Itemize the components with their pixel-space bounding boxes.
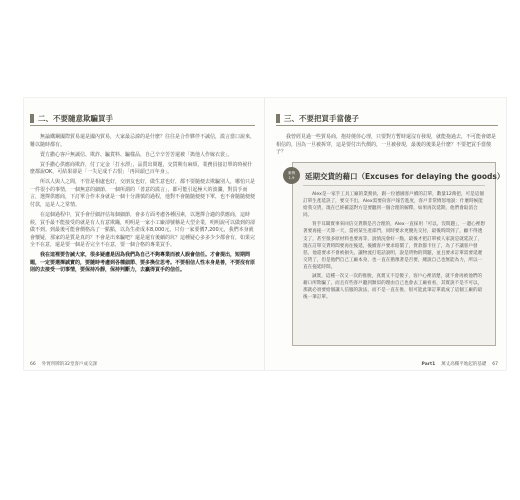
case-body [303, 191, 485, 303]
running-title: 外貿所牌的32堂客戶成交課 [41, 362, 97, 367]
section-marker [30, 114, 34, 123]
page-number: 67 [492, 361, 498, 367]
paragraph: 誠實，這種一次又一次的推脫，真實又不是傻子，客戶心裡清楚，就不會再被他們的藉口所欺騙了，而且有些客戶聽到類似的理由自己也會去工廠看看，其實說不是不可以，那就必須要給個讓人信服的說法，而不是一直在推，很可能此筆訂單就成了這個工廠的最後一筆訂單。 [303, 274, 483, 301]
section-header [30, 112, 255, 126]
intro-text [276, 134, 498, 159]
page-number: 66 [30, 361, 36, 367]
left-folio [30, 361, 97, 367]
section-header [276, 112, 498, 126]
case-title: 延期交貨的藉口（Excuses for delaying the goods） [305, 172, 505, 181]
section-marker [276, 114, 280, 123]
paragraph-bold [30, 252, 255, 275]
case-badge-label: 案例 [287, 170, 296, 175]
paragraph: Alex是一家手工具工廠的業務員，跟一位德國客戶續的訂單，數量12萬把，可是這個訂單生產延誤了，要交不出，Alex需要向客戶報告進度，客戶非常憤怒地說：什麼時候能給我交貨，現在已經確認對方是要聽到一個合理的解釋，如果再次延期，他們會取消合同。 [303, 192, 484, 219]
right-page [276, 98, 505, 370]
left-page [30, 98, 255, 370]
paragraph: 賣方撒心客戶無誠信、欺詐、騙貨料、騙樣品，自己辛辛苦苦還被「搗他人作嫁衣裳」。 [40, 151, 233, 158]
part-label: Part1 [421, 361, 436, 367]
paragraph: 在這個過程中，買手會仔細評估每個細節，會多方面考慮各種因素，以選擇合適的供應商，這時候，買手最不能接受的就是有人有意欺瞞，明明是一家小工廠卻號稱是大型企業，明明說可以做到的卻做不到。到最後可能會價格高了一點點，以為生產成本8,000元，只有一家要價7,200元，我們本身就會懷疑，那家的是質是真的？不會是出來騙吧？還是還有後續的坑？這種疑心多多少少都會有，如果完全不在意，還是要一個是否完全不在意，要一個合格的專業買手。 [30, 211, 256, 249]
paragraph: 買手耳聞實事來回信交貨期是否合理的，Alex一直採用「可以，沒問題」，一邊心裡想著要再拖一天算一天，當初某生產部門，同時要求更優先交付，最後時間到了，顧不得透支了，甚至很多原材料也要再等，說情況會好一點，最後才把訂單被人家說是就延誤了，現在訂單交貨時間要再往後延，後續客戶要求賠償了，貨款都卡住了，為了不讓客戶發怒，他還要求不會被損失，讓物流打電話說明，說是貨物的問題，並且要求訂單需要延遲交貨了，但是他們自己工廠本身，也一直在猶豫著是否要，總說自己也無能為力，所以一直在拖延時間。 [303, 222, 485, 270]
section-title: 二、不要隨意欺騙買手 [38, 114, 113, 123]
case-badge [283, 167, 300, 184]
paragraph: 無論鐵鋼國際貿易還是國內貿易，大家最忌諱的是什麼？往往是合作夥伴不誠信，謊言當口說來，難以隨時都有。 [30, 134, 256, 148]
paragraph: 所以人與人之間，不管是相處也好，交朋友也好，做生意也好，都不要隨便去欺騙別人，哪怕只是一件很小的事情，一個無意的細節，一個所謂的「善意的謊言」，都可能引起極大的波瀾，對買手而言，選擇供應商，下訂單合作本身就是一個十分謹慎的過程，他對不會隨隨便便下單，也不會隨隨便便付款，這是人之常情。 [30, 179, 256, 208]
running-title: 萬丈高樓平地起的基礎 [441, 362, 487, 367]
case-divider [303, 185, 485, 186]
paragraph: 我曾經見過一些貿易商，抱持僥倖心理，只要對方暫時還沒有發現，就能拖過去，不可能會總是相信的，因為一旦被拆穿，這是要付出代價的，一旦被發現，最後的後果是什麼？不要把買手當傻子？ [276, 134, 497, 156]
right-folio [422, 361, 498, 367]
section-title: 三、不要把買手當傻子 [284, 114, 359, 123]
case-box [287, 162, 505, 346]
case-badge-number: 1-9 [288, 175, 295, 180]
page-gutter [264, 98, 265, 370]
bold-text: 我在這裡要告誡大家，很多疑慮是因為我們為自己不夠專業而被人誤會信任。才會提出，短期問題，一定要選擇誠實的，要隨時考慮到各種細節、要多換位思考。不要相信人性本身是善，不要沒有原則的去接受一切事情，要保持冷靜，保持判斷力，去贏得買手的信任。 [30, 252, 256, 274]
body-text [30, 134, 255, 277]
paragraph: 買手撒心供應商欺詐，付了定金「打水漂」，品質出問題，交貨期有麻煩，業務員接訂單的時候什麼都說OK，可結果卻是「一失足成千古恨」「再回頭已百年身」。 [30, 161, 253, 176]
